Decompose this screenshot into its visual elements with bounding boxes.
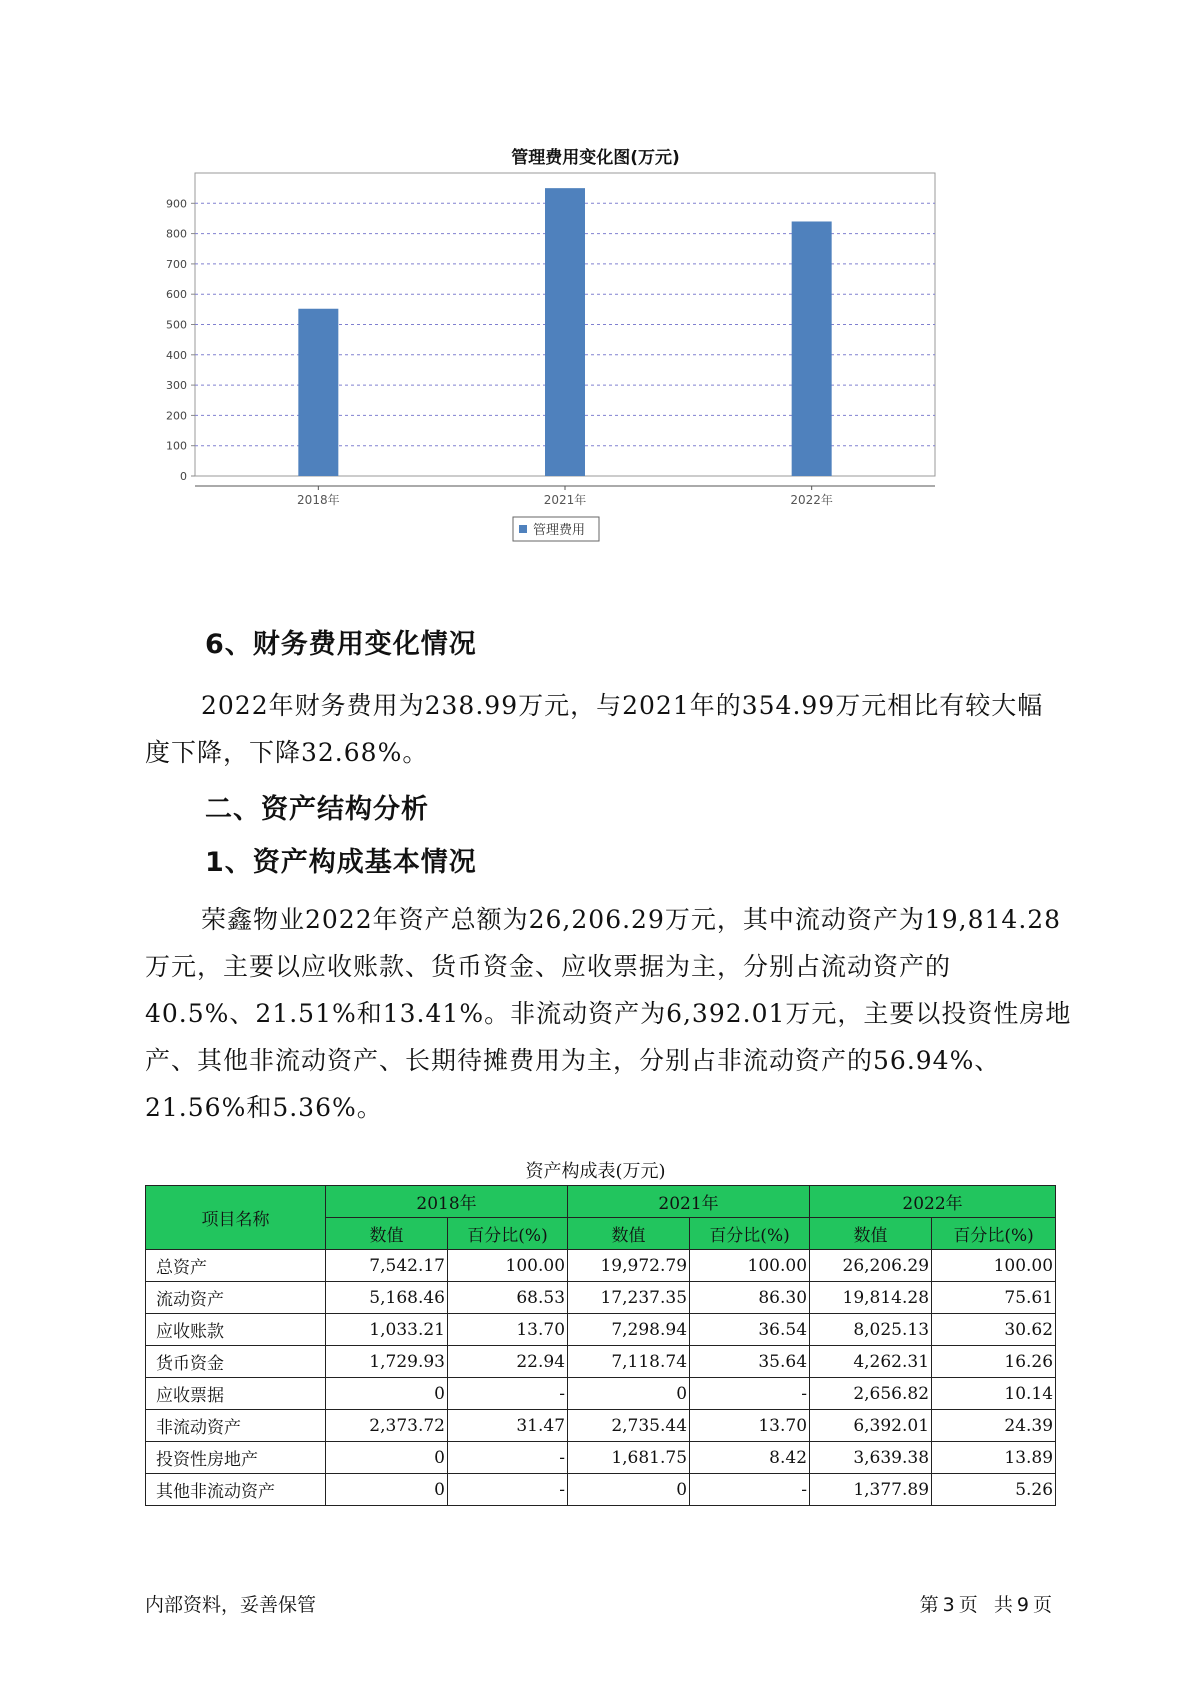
section-heading-finance-cost: 6、财务费用变化情况 bbox=[205, 629, 477, 660]
table-cell: 4,262.31 bbox=[810, 1346, 932, 1378]
y-tick-label: 600 bbox=[166, 288, 187, 302]
table-cell: 19,972.79 bbox=[568, 1250, 690, 1282]
paragraph-finance-cost-line2: 度下降，下降32.68%。 bbox=[145, 738, 429, 767]
subheader-percent: 百分比(%) bbox=[932, 1218, 1056, 1250]
table-cell: 3,639.38 bbox=[810, 1442, 932, 1474]
table-cell: 10.14 bbox=[932, 1378, 1056, 1410]
section-heading-asset-composition: 1、资产构成基本情况 bbox=[205, 847, 477, 878]
table-cell: 86.30 bbox=[690, 1282, 810, 1314]
y-tick-label: 900 bbox=[166, 197, 187, 211]
table-cell: 7,542.17 bbox=[326, 1250, 448, 1282]
table-cell: 2,656.82 bbox=[810, 1378, 932, 1410]
subheader-value: 数值 bbox=[568, 1218, 690, 1250]
table-cell: 19,814.28 bbox=[810, 1282, 932, 1314]
table-cell: 2,373.72 bbox=[326, 1410, 448, 1442]
table-cell: 0 bbox=[568, 1378, 690, 1410]
table-cell: 22.94 bbox=[448, 1346, 568, 1378]
x-tick-label: 2018年 bbox=[297, 493, 340, 507]
bar bbox=[545, 188, 585, 476]
table-cell: 100.00 bbox=[448, 1250, 568, 1282]
row-label: 应收票据 bbox=[146, 1378, 326, 1410]
bar-chart bbox=[150, 165, 1030, 595]
total-prefix: 共 bbox=[993, 1594, 1013, 1616]
table-cell: 7,298.94 bbox=[568, 1314, 690, 1346]
paragraph-assets-line3: 40.5%、21.51%和13.41%。非流动资产为6,392.01万元，主要以投资性房地 bbox=[145, 999, 1072, 1028]
table-cell: - bbox=[690, 1378, 810, 1410]
legend-swatch bbox=[519, 525, 527, 533]
table-cell: 17,237.35 bbox=[568, 1282, 690, 1314]
table-cell: 24.39 bbox=[932, 1410, 1056, 1442]
bar bbox=[298, 309, 338, 476]
header-year-2021: 2021年 bbox=[568, 1186, 810, 1218]
table-cell: 13.70 bbox=[448, 1314, 568, 1346]
table-cell: 75.61 bbox=[932, 1282, 1056, 1314]
footer-page-number bbox=[918, 1590, 1054, 1617]
table-cell: 13.89 bbox=[932, 1442, 1056, 1474]
table-cell: 100.00 bbox=[690, 1250, 810, 1282]
row-label: 其他非流动资产 bbox=[146, 1474, 326, 1506]
y-tick-label: 700 bbox=[166, 257, 187, 271]
paragraph-finance-cost-line1: 2022年财务费用为238.99万元，与2021年的354.99万元相比有较大幅 bbox=[201, 691, 1044, 720]
table-cell: 0 bbox=[326, 1442, 448, 1474]
row-label: 总资产 bbox=[146, 1250, 326, 1282]
x-tick-label: 2021年 bbox=[543, 493, 587, 507]
table-cell: - bbox=[448, 1378, 568, 1410]
bar bbox=[792, 221, 832, 476]
table-cell: 2,735.44 bbox=[568, 1410, 690, 1442]
table-cell: 8.42 bbox=[690, 1442, 810, 1474]
table-cell: 16.26 bbox=[932, 1346, 1056, 1378]
table-cell: 1,681.75 bbox=[568, 1442, 690, 1474]
table-cell: 100.00 bbox=[932, 1250, 1056, 1282]
total-num: 9 bbox=[1016, 1594, 1029, 1616]
table-title: 资产构成表(万元) bbox=[525, 1161, 666, 1182]
footer-confidential-note: 内部资料，妥善保管 bbox=[145, 1594, 317, 1616]
table-body bbox=[146, 1250, 1056, 1506]
y-tick-label: 100 bbox=[166, 439, 187, 453]
table-row bbox=[146, 1474, 1056, 1506]
paragraph-assets-line5: 21.56%和5.36%。 bbox=[145, 1093, 383, 1122]
row-label: 投资性房地产 bbox=[146, 1442, 326, 1474]
subheader-value: 数值 bbox=[326, 1218, 448, 1250]
chart-title: 管理费用变化图(万元) bbox=[511, 148, 680, 168]
asset-composition-table bbox=[145, 1185, 1056, 1506]
table-cell: 1,033.21 bbox=[326, 1314, 448, 1346]
y-tick-label: 500 bbox=[166, 318, 187, 332]
total-unit: 页 bbox=[1032, 1594, 1052, 1616]
page-prefix: 第 bbox=[919, 1594, 939, 1616]
table-cell: 31.47 bbox=[448, 1410, 568, 1442]
row-label: 应收账款 bbox=[146, 1314, 326, 1346]
x-tick-label: 2022年 bbox=[790, 493, 833, 507]
header-year-2022: 2022年 bbox=[810, 1186, 1056, 1218]
table-cell: 68.53 bbox=[448, 1282, 568, 1314]
paragraph-assets-line1: 荣鑫物业2022年资产总额为26,206.29万元，其中流动资产为19,814.28 bbox=[201, 905, 1062, 934]
table-cell: 30.62 bbox=[932, 1314, 1056, 1346]
subheader-percent: 百分比(%) bbox=[690, 1218, 810, 1250]
table-cell: 5.26 bbox=[932, 1474, 1056, 1506]
table-cell: 26,206.29 bbox=[810, 1250, 932, 1282]
table-cell: 13.70 bbox=[690, 1410, 810, 1442]
y-tick-label: 0 bbox=[180, 470, 187, 483]
table-cell: 6,392.01 bbox=[810, 1410, 932, 1442]
table-cell: 35.64 bbox=[690, 1346, 810, 1378]
table-cell: - bbox=[690, 1474, 810, 1506]
y-tick-label: 800 bbox=[166, 227, 187, 241]
header-item-name: 项目名称 bbox=[146, 1186, 326, 1250]
table-row bbox=[146, 1314, 1056, 1346]
table-cell: - bbox=[448, 1442, 568, 1474]
table-cell: 0 bbox=[568, 1474, 690, 1506]
table-cell: 0 bbox=[326, 1474, 448, 1506]
y-tick-label: 300 bbox=[166, 379, 187, 393]
table-cell: 1,377.89 bbox=[810, 1474, 932, 1506]
header-year-2018: 2018年 bbox=[326, 1186, 568, 1218]
table-cell: 8,025.13 bbox=[810, 1314, 932, 1346]
row-label: 非流动资产 bbox=[146, 1410, 326, 1442]
table-row bbox=[146, 1378, 1056, 1410]
table-cell: 36.54 bbox=[690, 1314, 810, 1346]
table-cell: 1,729.93 bbox=[326, 1346, 448, 1378]
table-row bbox=[146, 1410, 1056, 1442]
table-cell: 0 bbox=[326, 1378, 448, 1410]
page-unit: 页 bbox=[958, 1594, 978, 1616]
table-row bbox=[146, 1282, 1056, 1314]
section-heading-asset-structure: 二、资产结构分析 bbox=[205, 794, 429, 825]
table-row bbox=[146, 1346, 1056, 1378]
row-label: 流动资产 bbox=[146, 1282, 326, 1314]
page-num: 3 bbox=[942, 1594, 955, 1616]
y-tick-label: 400 bbox=[166, 348, 187, 362]
paragraph-assets-line4: 产、其他非流动资产、长期待摊费用为主，分别占非流动资产的56.94%、 bbox=[145, 1046, 1001, 1075]
y-tick-label: 200 bbox=[166, 409, 187, 423]
table-cell: - bbox=[448, 1474, 568, 1506]
table-cell: 5,168.46 bbox=[326, 1282, 448, 1314]
table-row bbox=[146, 1442, 1056, 1474]
table-row bbox=[146, 1250, 1056, 1282]
paragraph-assets-line2: 万元，主要以应收账款、货币资金、应收票据为主，分别占流动资产的 bbox=[145, 952, 952, 981]
table-cell: 7,118.74 bbox=[568, 1346, 690, 1378]
row-label: 货币资金 bbox=[146, 1346, 326, 1378]
subheader-value: 数值 bbox=[810, 1218, 932, 1250]
legend-label: 管理费用 bbox=[533, 523, 586, 538]
subheader-percent: 百分比(%) bbox=[448, 1218, 568, 1250]
